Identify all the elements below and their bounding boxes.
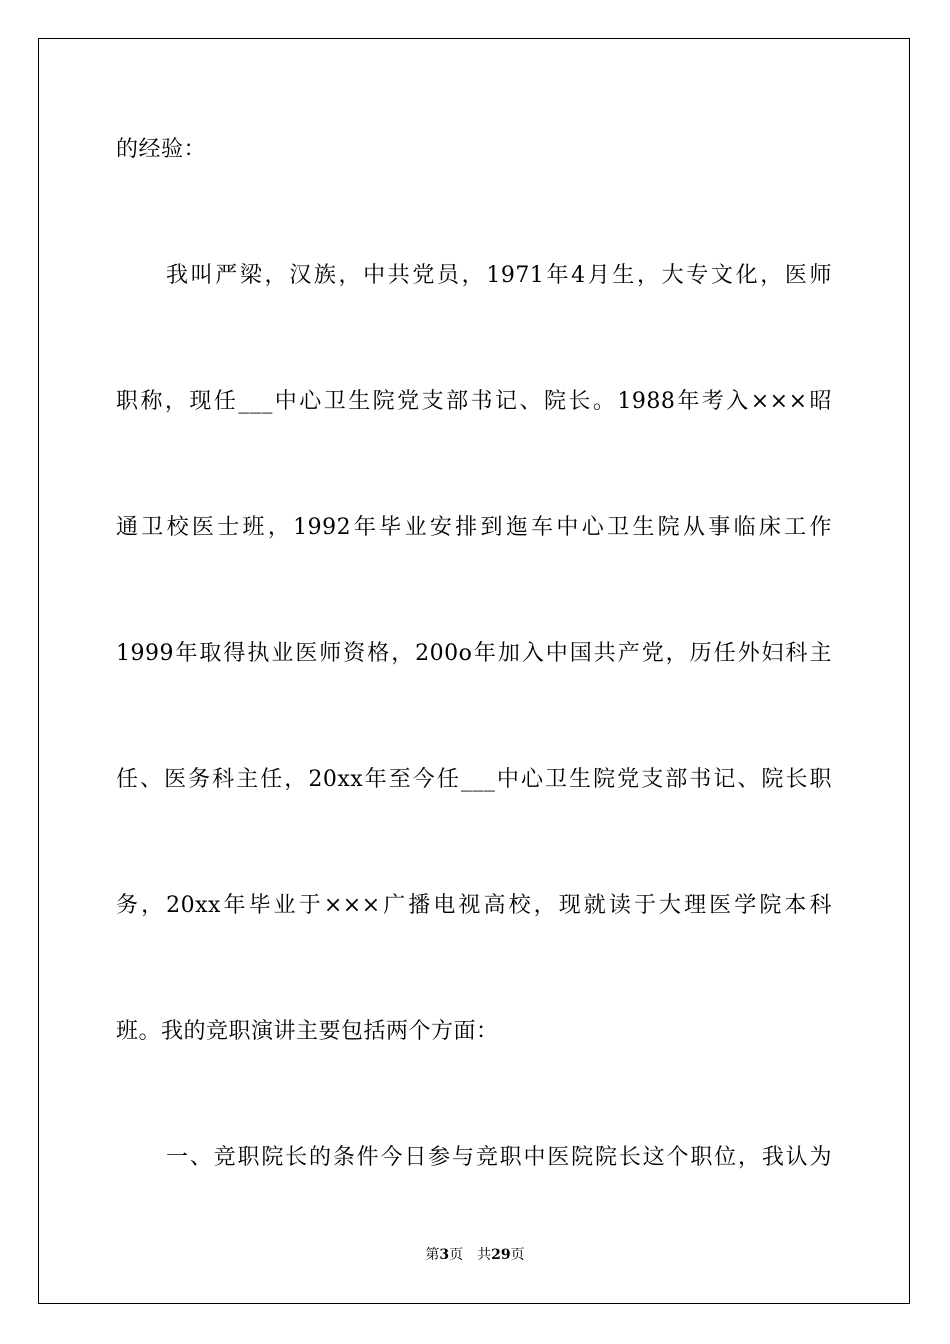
page-footer bbox=[0, 1246, 950, 1264]
footer-page-total: 29 bbox=[491, 1247, 511, 1263]
text-line-7: 务，20xx年毕业于×××广播电视高校，现就读于大理医学院本科 bbox=[116, 893, 832, 918]
text-line-1: 的经验： bbox=[116, 137, 207, 162]
page-frame bbox=[38, 38, 910, 1304]
text-line-8: 班。我的竞职演讲主要包括两个方面： bbox=[116, 1019, 499, 1044]
footer-total-unit: 页 bbox=[510, 1247, 525, 1263]
text-line-9: 一、竞职院长的条件今日参与竞职中医院院长这个职位，我认为 bbox=[166, 1145, 832, 1170]
footer-page-unit: 页 bbox=[449, 1247, 464, 1263]
footer-page-prefix: 第 bbox=[425, 1247, 440, 1263]
text-line-5: 1999年取得执业医师资格，200o年加入中国共产党，历任外妇科主 bbox=[116, 641, 832, 666]
footer-total-prefix: 共 bbox=[477, 1247, 492, 1263]
text-line-3: 职称，现任___中心卫生院党支部书记、院长。1988年考入×××昭 bbox=[116, 389, 832, 414]
text-line-2: 我叫严梁，汉族，中共党员，1971年4月生，大专文化，医师 bbox=[166, 263, 832, 288]
footer-page-current: 3 bbox=[439, 1247, 450, 1263]
text-line-6: 任、医务科主任，20xx年至今任___中心卫生院党支部书记、院长职 bbox=[116, 767, 832, 792]
text-line-4: 通卫校医士班，1992年毕业安排到迤车中心卫生院从事临床工作 bbox=[116, 515, 832, 540]
